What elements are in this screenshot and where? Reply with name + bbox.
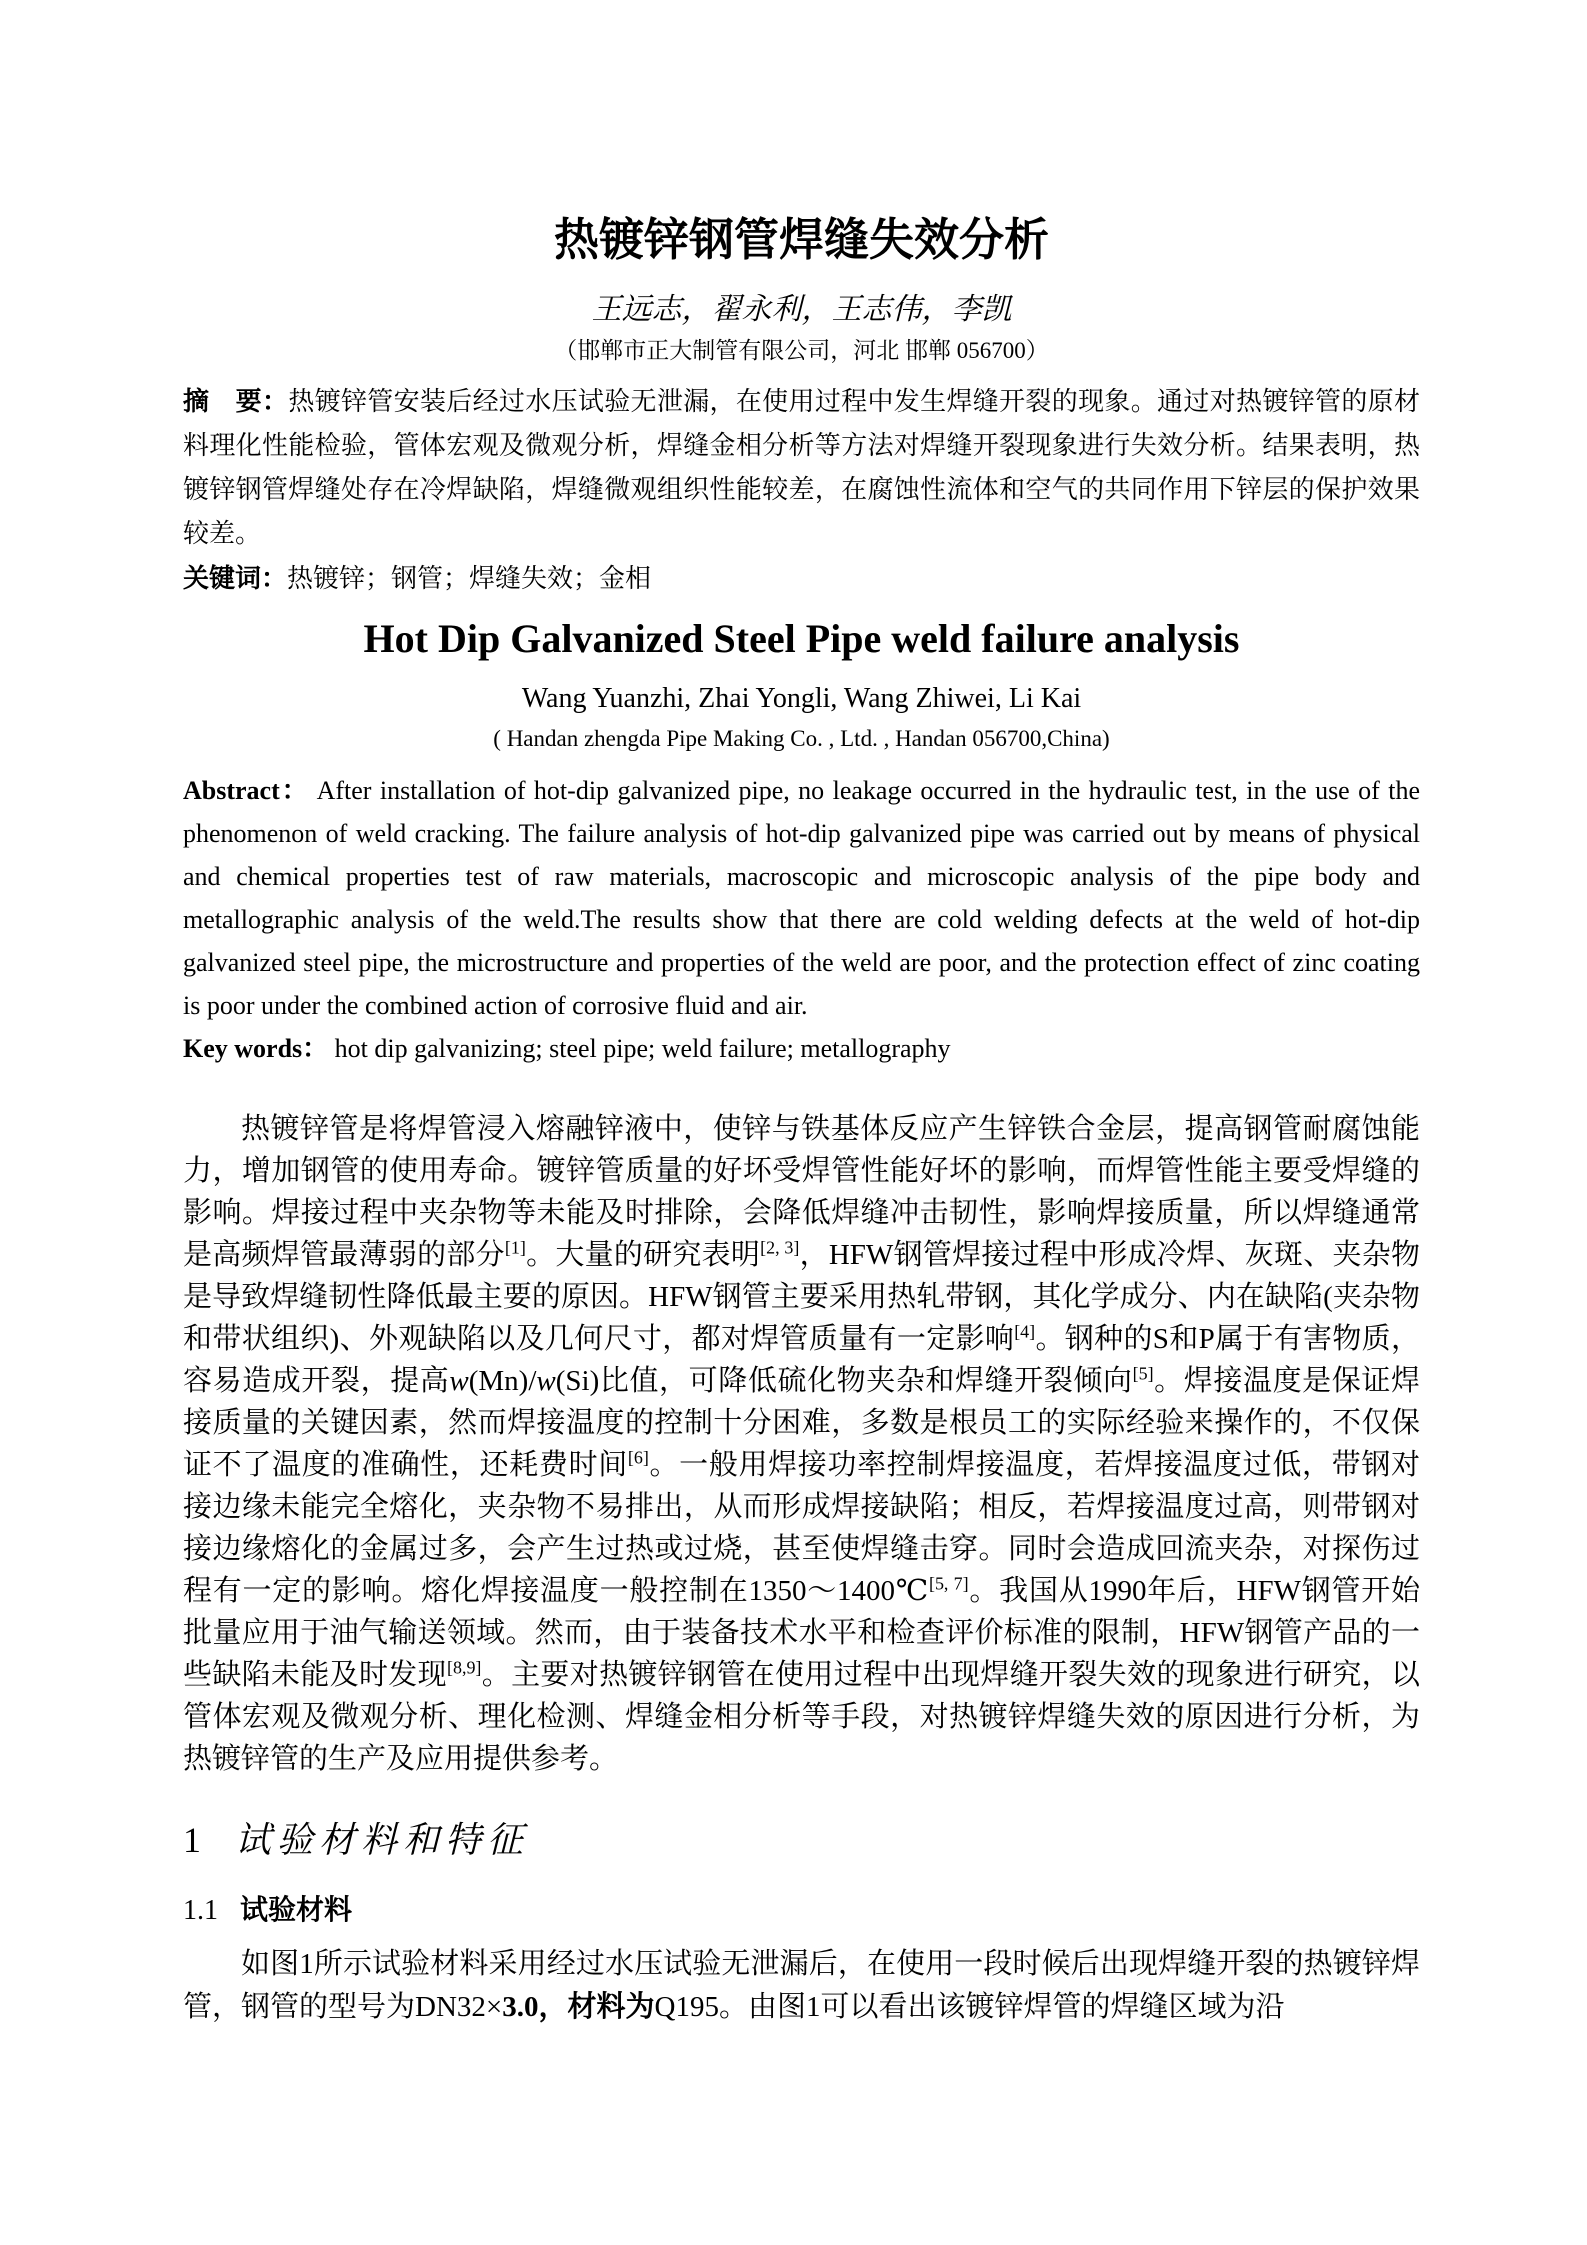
affiliation-cn: （邯郸市正大制管有限公司，河北 邯郸 056700）: [554, 338, 1049, 363]
authors-en: Wang Yuanzhi, Zhai Yongli, Wang Zhiwei, Li Kai: [521, 683, 1082, 714]
keywords-en: [183, 1027, 1420, 1070]
keywords-cn-label: 关键词：: [183, 563, 288, 593]
section-1-1-number: 1.1: [183, 1895, 218, 1926]
abstract-en-text: After installation of hot-dip galvanized pipe, no leakage occurred in the hydraulic test, in the use of the phenomenon of weld cracking. The failure analysis of hot-dip galvanized pipe was carried out by means of physical and chemical properties test of raw materials, macroscopic and microscopic analysis of the pipe body and metallographic analysis of the weld.The results show that there are cold welding defects at the weld of hot-dip galvanized steel pipe, the microstructure and properties of the weld are poor, and the protection effect of zinc coating is poor under the combined action of corrosive fluid and air.: [183, 776, 1420, 1020]
keywords-en-label: Key words：: [183, 1034, 329, 1063]
keywords-cn-text: 热镀锌；钢管；焊缝失效；金相: [287, 564, 652, 593]
section-1-heading: [183, 1820, 1420, 1860]
authors-cn: 王远志，翟永利，王志伟，李凯: [591, 293, 1012, 326]
abstract-cn: [183, 379, 1420, 556]
section-1-number: 1: [183, 1820, 201, 1860]
abstract-en: [183, 769, 1420, 1027]
abstract-en-label: Abstract：: [183, 776, 310, 805]
abstract-cn-label: 摘 要：: [183, 386, 289, 416]
abstract-cn-text: 热镀锌管安装后经过水压试验无泄漏，在使用过程中发生焊缝开裂的现象。通过对热镀锌管的原材料理化性能检验，管体宏观及微观分析，焊缝金相分析等方法对焊缝开裂现象进行失效分析。结果表明，热镀锌钢管焊缝处存在冷焊缺陷，焊缝微观组织性能较差，在腐蚀性流体和空气的共同作用下锌层的保护效果较差。: [183, 387, 1420, 548]
paper-title-en: Hot Dip Galvanized Steel Pipe weld failure analysis: [363, 616, 1240, 661]
section-1-title: 试验材料和特征: [235, 1820, 530, 1860]
section-1-1-heading: [183, 1894, 1420, 1927]
affiliation-en: ( Handan zhengda Pipe Making Co. , Ltd. , Handan 056700,China): [493, 726, 1110, 751]
keywords-cn: [183, 556, 1420, 601]
section-1-1-title: 试验材料: [240, 1894, 353, 1925]
keywords-en-text: hot dip galvanizing; steel pipe; weld failure; metallography: [334, 1034, 951, 1063]
paper-title-cn: 热镀锌钢管焊缝失效分析: [553, 214, 1049, 265]
section-1-1-paragraph: 如图1所示试验材料采用经过水压试验无泄漏后，在使用一段时候后出现焊缝开裂的热镀锌焊管，钢管的型号为DN32×3.0，材料为Q195。由图1可以看出该镀锌焊管的焊缝区域为沿: [183, 1948, 1420, 2023]
intro-paragraph: 热镀锌管是将焊管浸入熔融锌液中，使锌与铁基体反应产生锌铁合金层，提高钢管耐腐蚀能力，增加钢管的使用寿命。镀锌管质量的好坏受焊管性能好坏的影响，而焊管性能主要受焊缝的影响。焊接过程中夹杂物等未能及时排除，会降低焊缝冲击韧性，影响焊接质量，所以焊缝通常是高频焊管最薄弱的部分[1]。大量的研究表明[2, 3]，HFW钢管焊接过程中形成冷焊、灰斑、夹杂物是导致焊缝韧性降低最主要的原因。HFW钢管主要采用热轧带钢，其化学成分、内在缺陷(夹杂物和带状组织)、外观缺陷以及几何尺寸，都对焊管质量有一定影响[4]。钢种的S和P属于有害物质，容易造成开裂，提高w(Mn)/w(Si)比值，可降低硫化物夹杂和焊缝开裂倾向[5]。焊接温度是保证焊接质量的关键因素，然而焊接温度的控制十分困难，多数是根员工的实际经验来操作的，不仅保证不了温度的准确性，还耗费时间[6]。一般用焊接功率控制焊接温度，若焊接温度过低，带钢对接边缘未能完全熔化，夹杂物不易排出，从而形成焊接缺陷；相反，若焊接温度过高，则带钢对接边缘熔化的金属过多，会产生过热或过烧，甚至使焊缝击穿。同时会造成回流夹杂，对探伤过程有一定的影响。熔化焊接温度一般控制在1350～1400℃[5, 7]。我国从1990年后，HFW钢管开始批量应用于油气输送领域。然而，由于装备技术水平和检查评价标准的限制，HFW钢管产品的一些缺陷未能及时发现[8,9]。主要对热镀锌钢管在使用过程中出现焊缝开裂失效的现象进行研究，以管体宏观及微观分析、理化检测、焊缝金相分析等手段，对热镀锌焊缝失效的原因进行分析，为热镀锌管的生产及应用提供参考。: [183, 1113, 1420, 1775]
